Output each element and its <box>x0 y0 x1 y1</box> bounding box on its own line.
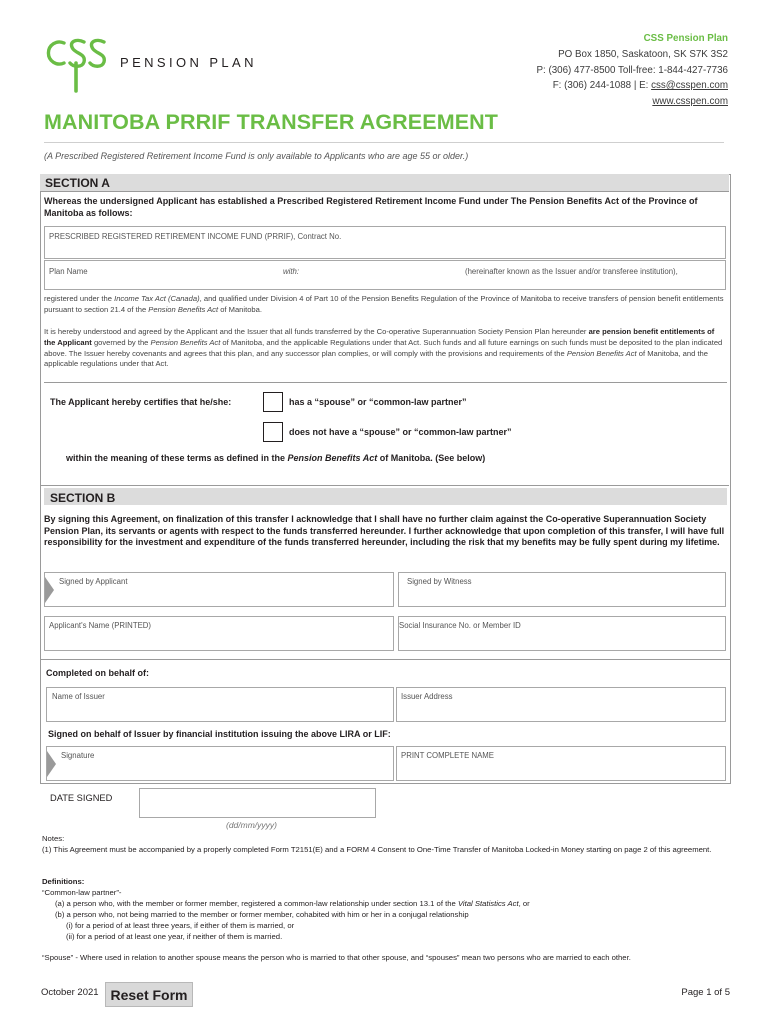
logo-wordmark: PENSION PLAN <box>120 55 257 70</box>
contract-number-label: PRESCRIBED REGISTERED RETIREMENT INCOME FUND (PRRIF), Contract No. <box>49 232 342 241</box>
section-b-acknowledgement: By signing this Agreement, on finalization of this transfer I acknowledge that I shall have no further claim against the Co-operative Superannuation Society Pension Plan, its servants or agents with respect to the funds transferred hereunder. I further acknowledge that upon completion of this transfer, I will have full responsibility for the investment and expenditure of the funds transferred hereunder, including the risk that my benefits may be fully spent during my lifetime. <box>44 514 725 547</box>
issuer-signature-label: Signature <box>61 751 95 760</box>
issuer-name-label: Name of Issuer <box>52 692 105 701</box>
para1-act-ref-2: Pension Benefits Act <box>148 304 219 314</box>
section-b-top-rule <box>40 485 729 486</box>
applicant-name-label: Applicant's Name (PRINTED) <box>49 621 152 630</box>
page-subtitle: (A Prescribed Registered Retirement Income Fund is only available to Applicants who are age 55 or older.) <box>44 151 469 161</box>
with-label: with: <box>283 267 300 276</box>
section-a-title: SECTION A <box>45 176 110 190</box>
applicant-signature-label: Signed by Applicant <box>59 577 128 586</box>
definitions-heading: Definitions: <box>42 877 85 886</box>
definition-a-text: (a) a person who, with the member or former member, registered a common-law relationship under section 13.1 of the <box>55 899 458 908</box>
has-spouse-checkbox[interactable] <box>263 392 283 412</box>
revision-date: October 2021 <box>41 987 99 998</box>
phone-line: P: (306) 477-8500 Toll-free: 1-844-427-7736 <box>536 64 728 76</box>
meaning-act-ref: Pension Benefits Act <box>287 453 378 463</box>
contract-number-field[interactable] <box>44 226 726 259</box>
email-link[interactable]: css@csspen.com <box>651 80 728 92</box>
para1-text-c: , and qualified under Division 4 of Part 10 of the Pension Benefits Regulation of the Province of Manitoba to receive transfers of pension benefit entitlements pursuant to section 21.4 of the <box>44 294 724 314</box>
witness-signature-label: Signed by Witness <box>407 577 472 586</box>
spouse-definition: “Spouse” - Where used in relation to another spouse means the person who is married to that other spouse, and “spouses” mean two persons who are married to each other. <box>42 953 631 962</box>
plan-name-label: Plan Name <box>49 267 88 276</box>
page-title: MANITOBA PRRIF TRANSFER AGREEMENT <box>44 110 499 134</box>
css-tree-logo-icon <box>42 33 110 95</box>
para1-act-ref: Income Tax Act (Canada) <box>114 294 200 303</box>
meaning-text-c: of Manitoba. (See below) <box>377 453 486 463</box>
completed-on-behalf-label: Completed on behalf of: <box>46 668 149 678</box>
agreement-paragraph <box>44 327 724 370</box>
meaning-statement <box>66 453 485 463</box>
definition-b-ii: (ii) for a period of at least one year, if neither of them is married. <box>66 932 283 941</box>
page-number: Page 1 of 5 <box>681 987 730 998</box>
note-1: (1) This Agreement must be accompanied by a properly completed Form T2151(E) and a FORM 4 Consent to One-Time Transfer of Manitoba Locked-in Money starting on page 2 of this agreement. <box>42 845 712 854</box>
plan-name-field[interactable] <box>44 260 726 290</box>
sin-label: Social Insurance No. or Member ID <box>399 621 521 630</box>
para2-text-a: It is hereby understood and agreed by the Applicant and the Issuer that all funds transferred by the Co-operative Superannuation Society Pension Plan hereunder <box>44 327 589 336</box>
issuer-name-field[interactable] <box>46 687 394 722</box>
section-a-intro: Whereas the undersigned Applicant has established a Prescribed Registered Retirement Income Fund under The Pension Benefits Act of the Province of Manitoba as follows: <box>44 196 698 218</box>
signed-on-behalf-label: Signed on behalf of Issuer by financial institution issuing the above LIRA or LIF: <box>48 729 391 739</box>
issuer-address-field[interactable] <box>396 687 726 722</box>
certify-divider <box>44 382 727 383</box>
date-format-hint: (dd/mm/yyyy) <box>226 820 277 830</box>
issuer-note: (hereinafter known as the Issuer and/or transferee institution), <box>465 267 678 276</box>
section-a-header <box>40 174 729 192</box>
address-line: PO Box 1850, Saskatoon, SK S7K 3S2 <box>558 48 728 60</box>
witness-signature-field[interactable] <box>398 572 726 607</box>
para2-act-ref: Pension Benefits Act <box>150 337 221 347</box>
para2-text-e: of Manitoba, and the applicable Regulations under that Act. Such funds and all future earnings on such funds must be deposited to the plan indicated above. The Issuer hereby covenants and agrees that this plan, and any successor plan complies, or will comply with the provisions and requirements of the <box>44 337 723 358</box>
definition-b: (b) a person who, not being married to the member or former member, cohabited with him or her in a conjugal relationship <box>55 910 469 919</box>
para2-text-g: of Manitoba, and the applicable regulations under that Act. <box>44 348 709 369</box>
para1-text-a: registered under the <box>44 294 115 303</box>
definition-b-i: (i) for a period of at least three years, if either of them is married, or <box>66 921 295 930</box>
common-law-heading: “Common-law partner”- <box>42 888 122 897</box>
print-name-field[interactable] <box>396 746 726 781</box>
reset-form-button[interactable]: Reset Form <box>105 982 193 1007</box>
para2-text-c: governed by the <box>91 337 151 347</box>
section-b-header <box>44 488 727 505</box>
sign-here-arrow-icon <box>45 577 54 603</box>
fax-email-line <box>536 78 728 94</box>
sin-field[interactable] <box>398 616 726 651</box>
issuer-signature-field[interactable] <box>46 746 394 781</box>
fax-text: F: (306) 244-1088 | E: <box>552 80 652 92</box>
applicant-name-field[interactable] <box>44 616 394 651</box>
sign-here-arrow-icon <box>47 751 56 777</box>
print-name-label: PRINT COMPLETE NAME <box>401 751 494 760</box>
no-spouse-label: does not have a “spouse” or “common-law partner” <box>289 427 512 437</box>
para1-text-e: of Manitoba. <box>218 304 262 314</box>
has-spouse-label: has a “spouse” or “common-law partner” <box>289 397 467 407</box>
definition-a <box>55 899 725 909</box>
brand-name: CSS Pension Plan <box>643 33 728 44</box>
website-link[interactable]: www.csspen.com <box>652 96 728 108</box>
para2-bold: are pension benefit entitlements of the Applicant <box>44 327 715 347</box>
definition-a-tail: , or <box>518 899 530 908</box>
no-spouse-checkbox[interactable] <box>263 422 283 442</box>
para2-act-ref-2: Pension Benefits Act <box>566 348 637 358</box>
date-signed-field[interactable] <box>139 788 376 818</box>
section-b-title: SECTION B <box>50 491 116 505</box>
definition-a-act-ref: Vital Statistics Act <box>457 899 519 908</box>
registration-paragraph <box>44 294 724 316</box>
title-divider <box>44 142 724 143</box>
date-signed-label: DATE SIGNED <box>50 793 113 803</box>
issuer-address-label: Issuer Address <box>401 692 453 701</box>
notes-heading: Notes: <box>42 834 65 843</box>
meaning-text-a: within the meaning of these terms as defined in the <box>66 453 288 463</box>
certify-label: The Applicant hereby certifies that he/she: <box>50 397 232 407</box>
contact-block <box>536 31 728 110</box>
applicant-signature-field[interactable] <box>44 572 394 607</box>
